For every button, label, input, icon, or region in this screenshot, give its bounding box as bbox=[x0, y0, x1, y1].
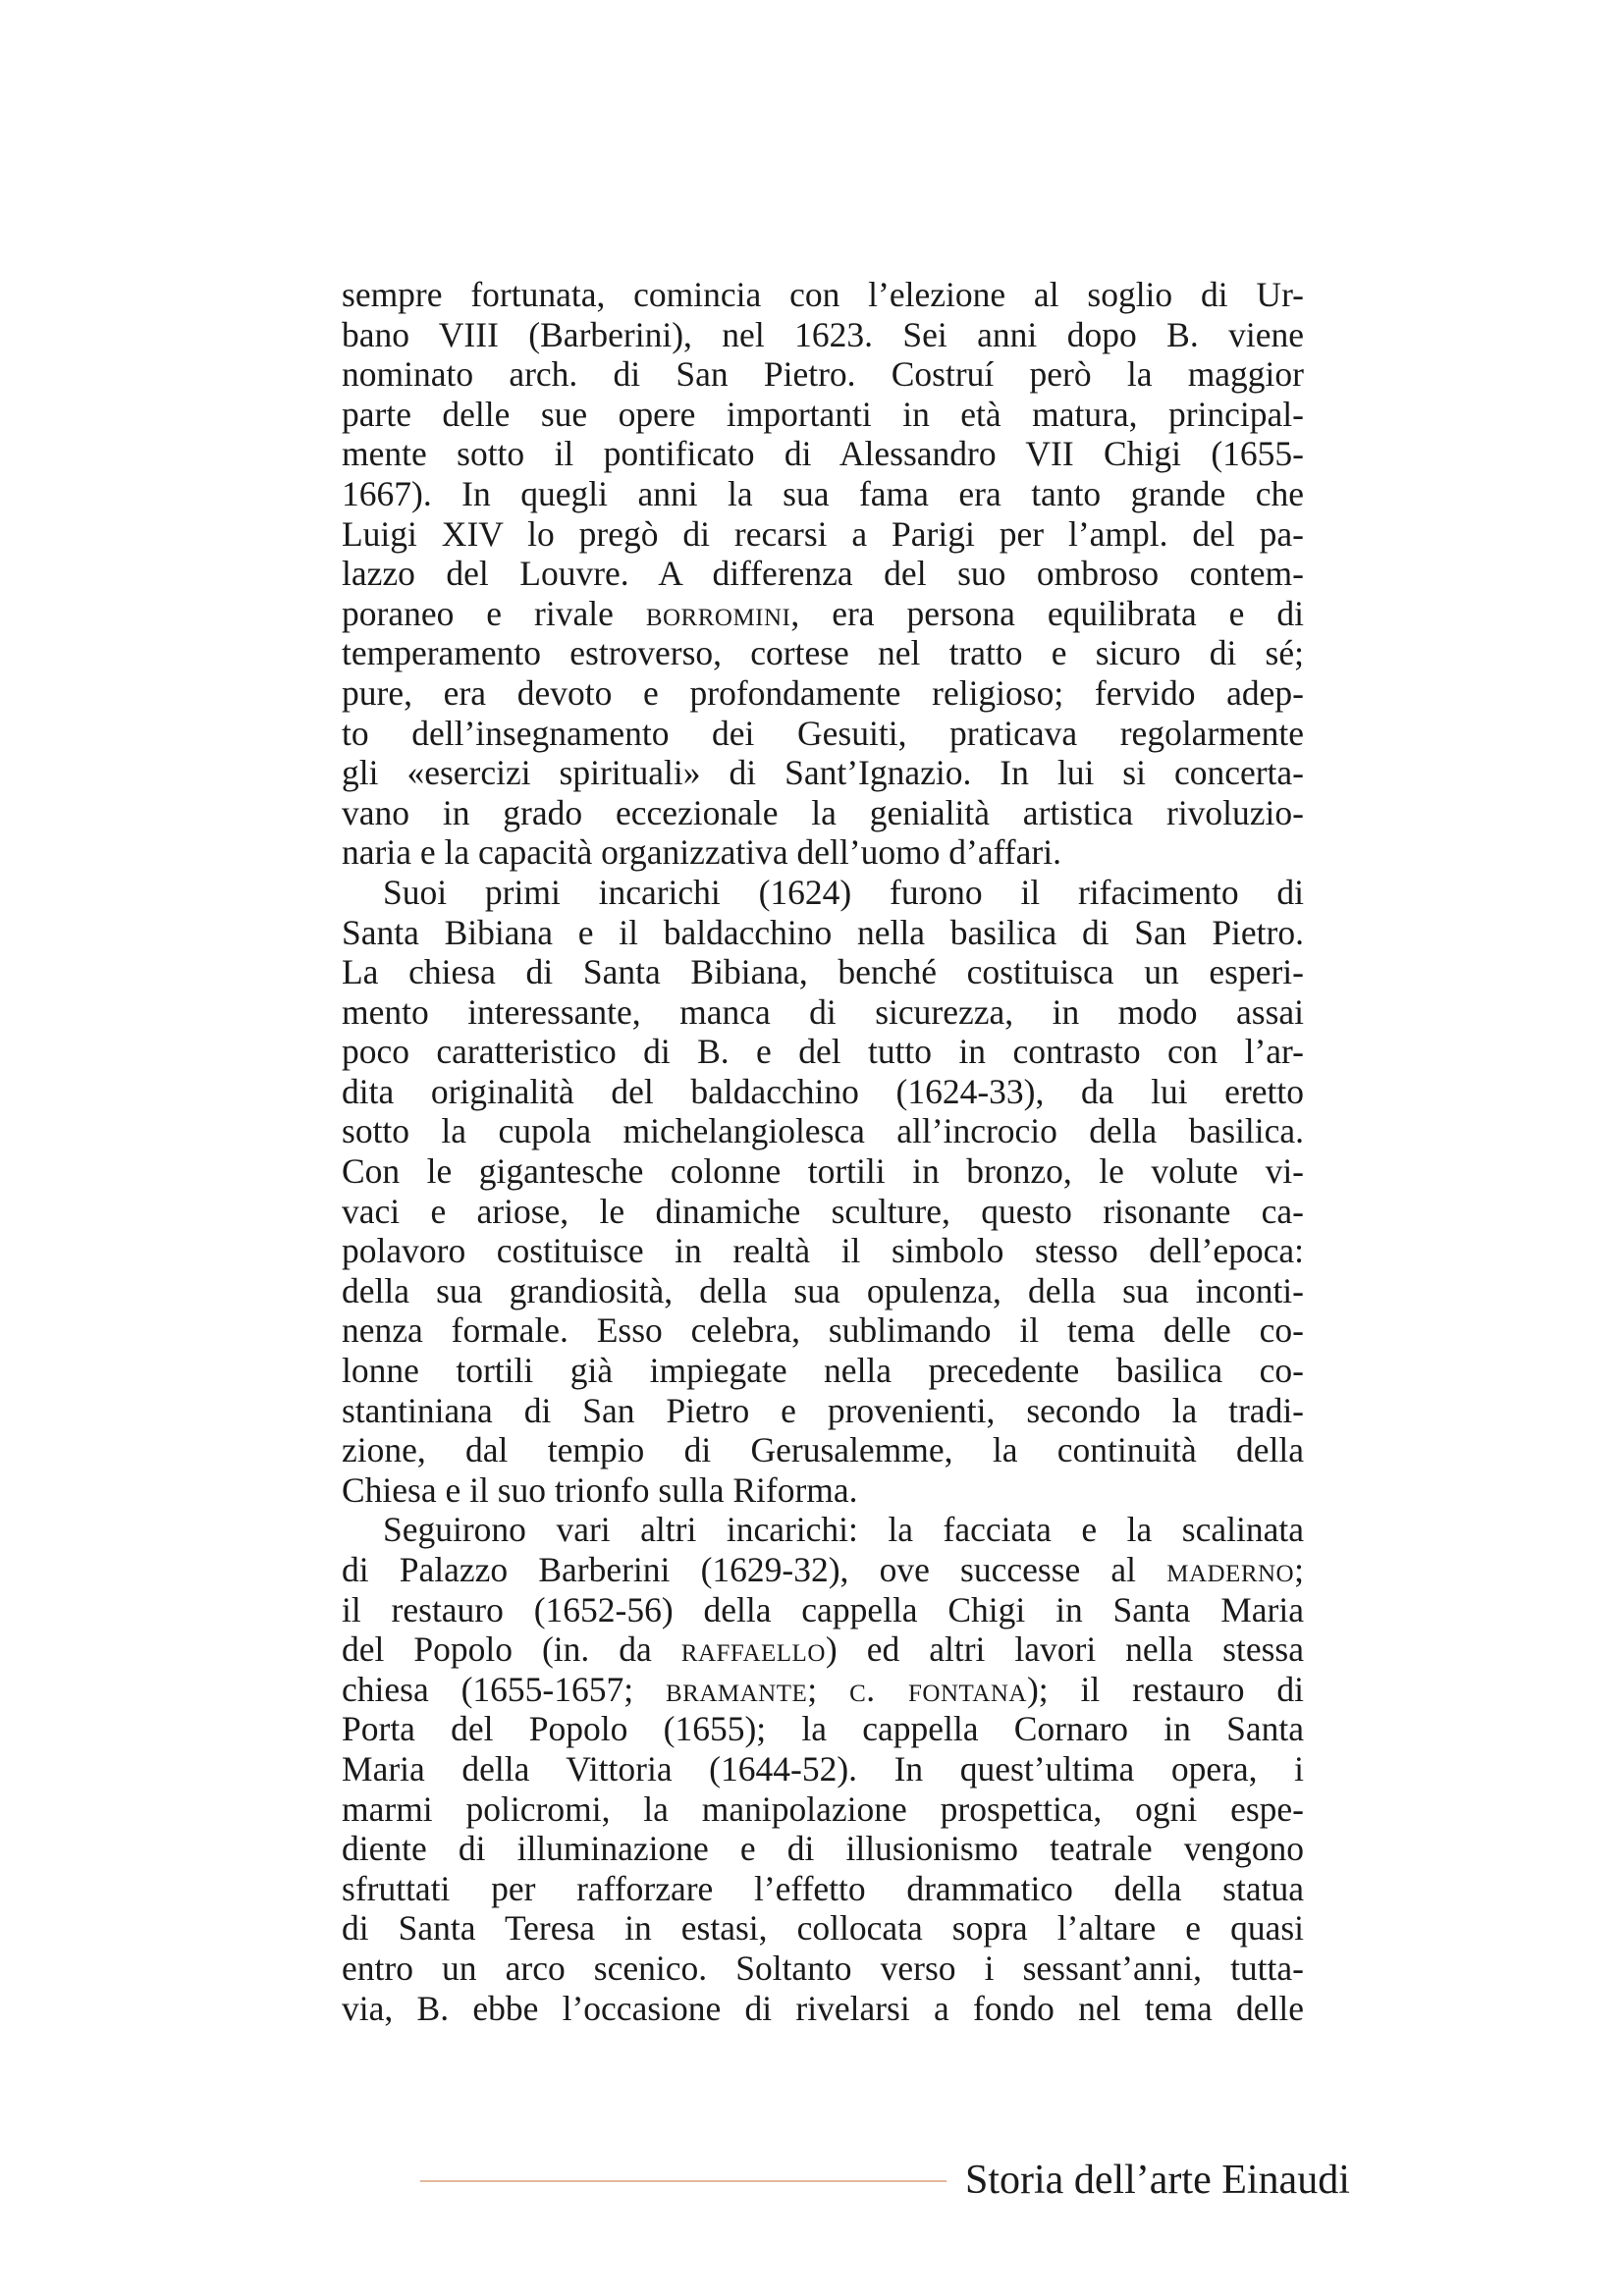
line-text: marmi policromi, la manipolazione prospettica, ogni espe- bbox=[342, 1789, 1304, 1829]
line-text: parte delle sue opere importanti in età matura, principal- bbox=[342, 394, 1304, 434]
text-line bbox=[342, 913, 1304, 953]
name-reference: c. fontana bbox=[849, 1669, 1027, 1709]
text-line bbox=[342, 594, 1304, 634]
line-text: temperamento estroverso, cortese nel tratto e sicuro di sé; bbox=[342, 633, 1304, 673]
name-reference: raffaello bbox=[680, 1629, 826, 1670]
line-text: ) ed altri lavori nella stessa bbox=[825, 1629, 1304, 1670]
text-line bbox=[342, 1271, 1304, 1311]
footer-title: Storia dell’arte Einaudi bbox=[965, 2158, 1350, 2203]
text-line bbox=[342, 1749, 1304, 1789]
text-line bbox=[342, 1351, 1304, 1391]
text-line bbox=[342, 275, 1304, 315]
text-line bbox=[342, 1231, 1304, 1271]
line-text: il restauro (1652-56) della cappella Chigi in Santa Maria bbox=[342, 1589, 1304, 1629]
text-line bbox=[342, 434, 1304, 474]
text-line bbox=[342, 633, 1304, 673]
line-text: del Popolo (in. da bbox=[342, 1629, 681, 1670]
line-text: poraneo e rivale bbox=[342, 593, 646, 633]
line-text: sempre fortunata, comincia con l’elezione al soglio di Ur- bbox=[342, 275, 1304, 314]
text-line bbox=[342, 1310, 1304, 1351]
line-text: Chiesa e il suo trionfo sulla Riforma. bbox=[342, 1469, 858, 1510]
text-line bbox=[342, 354, 1304, 395]
line-text: stantiniana di San Pietro e provenienti, secondo la tradi- bbox=[342, 1390, 1304, 1430]
footer-rule bbox=[420, 2180, 947, 2182]
text-line bbox=[342, 1709, 1304, 1749]
body-text bbox=[342, 275, 1304, 2028]
line-text: La chiesa di Santa Bibiana, benché costituisca un esperi- bbox=[342, 952, 1304, 992]
text-line bbox=[342, 992, 1304, 1033]
text-line bbox=[342, 514, 1304, 555]
line-text: dita originalità del baldacchino (1624-33), da lui eretto bbox=[342, 1071, 1304, 1111]
line-text: ); il restauro di bbox=[1026, 1669, 1304, 1709]
line-text: Seguirono vari altri incarichi: la facciata e la scalinata bbox=[383, 1510, 1304, 1550]
name-reference: borromini bbox=[645, 593, 791, 633]
text-line bbox=[342, 1192, 1304, 1232]
text-line bbox=[342, 474, 1304, 514]
line-text: to dell’insegnamento dei Gesuiti, praticava regolarmente bbox=[342, 713, 1304, 753]
line-text: poco caratteristico di B. e del tutto in contrasto con l’ar- bbox=[342, 1032, 1304, 1072]
line-text: zione, dal tempio di Gerusalemme, la continuità della bbox=[342, 1430, 1304, 1470]
line-text: diente di illuminazione e di illusionismo teatrale vengono bbox=[342, 1829, 1304, 1869]
text-line bbox=[342, 1590, 1304, 1630]
text-line bbox=[342, 793, 1304, 833]
line-text: Suoi primi incarichi (1624) furono il rifacimento di bbox=[383, 872, 1304, 912]
text-line bbox=[342, 1470, 1304, 1511]
text-line bbox=[342, 1989, 1304, 2029]
text-line bbox=[342, 873, 1304, 913]
line-text: lazzo del Louvre. A differenza del suo ombroso contem- bbox=[342, 554, 1304, 594]
text-line bbox=[342, 395, 1304, 435]
line-text: entro un arco scenico. Soltanto verso i sessant’anni, tutta- bbox=[342, 1948, 1304, 1988]
line-text: , era persona equilibrata e di bbox=[790, 593, 1304, 633]
text-line bbox=[342, 1032, 1304, 1072]
line-text: di Palazzo Barberini (1629-32), ove successe al bbox=[342, 1550, 1167, 1589]
line-text: della sua grandiosità, della sua opulenza, della sua inconti- bbox=[342, 1270, 1304, 1310]
line-text: ; bbox=[807, 1669, 850, 1709]
text-line bbox=[342, 1670, 1304, 1710]
text-line bbox=[342, 1869, 1304, 1909]
line-text: sfruttati per rafforzare l’effetto drammatico della statua bbox=[342, 1868, 1304, 1908]
line-text: sotto la cupola michelangiolesca all’incrocio della basilica. bbox=[342, 1111, 1304, 1151]
line-text: ; bbox=[1294, 1550, 1304, 1589]
line-text: Luigi XIV lo pregò di recarsi a Parigi per l’ampl. del pa- bbox=[342, 513, 1304, 554]
text-line bbox=[342, 1111, 1304, 1151]
line-text: mento interessante, manca di sicurezza, in modo assai bbox=[342, 991, 1304, 1032]
text-line bbox=[342, 554, 1304, 594]
line-text: Con le gigantesche colonne tortili in bronzo, le volute vi- bbox=[342, 1151, 1304, 1192]
line-text: pure, era devoto e profondamente religioso; fervido adep- bbox=[342, 672, 1304, 713]
text-line bbox=[342, 1510, 1304, 1550]
line-text: nominato arch. di San Pietro. Costruí però la maggior bbox=[342, 354, 1304, 395]
line-text: Porta del Popolo (1655); la cappella Cornaro in Santa bbox=[342, 1709, 1304, 1749]
text-line bbox=[342, 1151, 1304, 1192]
line-text: di Santa Teresa in estasi, collocata sopra l’altare e quasi bbox=[342, 1908, 1304, 1949]
line-text: vano in grado eccezionale la genialità artistica rivoluzio- bbox=[342, 792, 1304, 832]
text-line bbox=[342, 1072, 1304, 1112]
line-text: via, B. ebbe l’occasione di rivelarsi a fondo nel tema delle bbox=[342, 1988, 1304, 2028]
line-text: Santa Bibiana e il baldacchino nella basilica di San Pietro. bbox=[342, 912, 1304, 952]
text-line bbox=[342, 1789, 1304, 1830]
line-text: vaci e ariose, le dinamiche sculture, questo risonante ca- bbox=[342, 1191, 1304, 1231]
text-line bbox=[342, 1391, 1304, 1431]
line-text: lonne tortili già impiegate nella precedente basilica co- bbox=[342, 1351, 1304, 1391]
text-line bbox=[342, 1829, 1304, 1869]
text-line bbox=[342, 753, 1304, 793]
line-text: gli «esercizi spirituali» di Sant’Ignazio. In lui si concerta- bbox=[342, 753, 1304, 793]
text-line bbox=[342, 1949, 1304, 1989]
line-text: naria e la capacità organizzativa dell’uomo d’affari. bbox=[342, 832, 1061, 873]
text-line bbox=[342, 952, 1304, 992]
line-text: polavoro costituisce in realtà il simbolo stesso dell’epoca: bbox=[342, 1231, 1304, 1271]
text-line bbox=[342, 714, 1304, 754]
name-reference: maderno bbox=[1166, 1550, 1295, 1589]
line-text: mente sotto il pontificato di Alessandro VII Chigi (1655- bbox=[342, 434, 1304, 474]
text-line bbox=[342, 315, 1304, 355]
line-text: nenza formale. Esso celebra, sublimando il tema delle co- bbox=[342, 1310, 1304, 1351]
text-line bbox=[342, 673, 1304, 714]
text-line bbox=[342, 1629, 1304, 1670]
text-line bbox=[342, 1908, 1304, 1949]
text-line bbox=[342, 1430, 1304, 1470]
line-text: Maria della Vittoria (1644-52). In quest’ultima opera, i bbox=[342, 1748, 1304, 1789]
line-text: bano VIII (Barberini), nel 1623. Sei anni dopo B. viene bbox=[342, 314, 1304, 354]
line-text: 1667). In quegli anni la sua fama era tanto grande che bbox=[342, 473, 1304, 513]
line-text: chiesa (1655-1657; bbox=[342, 1669, 666, 1709]
text-line bbox=[342, 1550, 1304, 1590]
text-line bbox=[342, 832, 1304, 873]
name-reference: bramante bbox=[666, 1669, 808, 1709]
